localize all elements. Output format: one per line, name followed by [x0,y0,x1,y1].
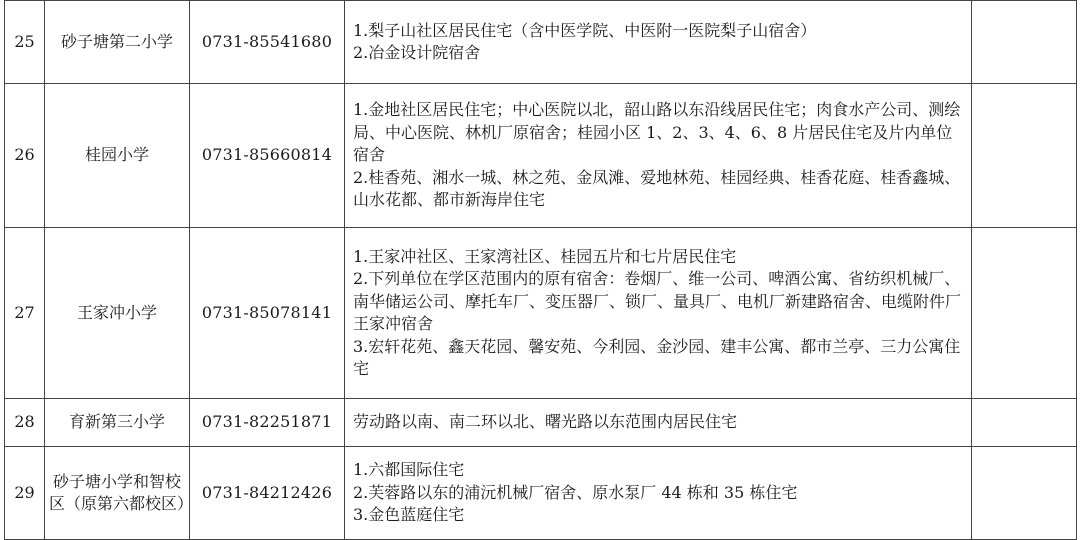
area-line: 3.宏轩花苑、鑫天花园、馨安苑、今利园、金沙园、建丰公寓、都市兰亭、三力公寓住宅 [353,336,961,378]
phone-number: 0731-82251871 [190,399,345,447]
district-area [345,228,972,399]
row-number: 29 [5,447,45,540]
row-number: 25 [5,1,45,84]
phone-number: 0731-85541680 [190,1,345,84]
school-name: 王家冲小学 [45,228,190,399]
table-row [5,447,1077,540]
table-row [5,84,1077,228]
area-line: 2.桂香苑、湘水一城、林之苑、金凤滩、爱地林苑、桂园经典、桂香花庭、桂香鑫城、山水花都、都市新海岸住宅 [353,167,961,210]
empty-cell [972,447,1077,540]
phone-number: 0731-85660814 [190,84,345,228]
phone-number: 0731-84212426 [190,447,345,540]
area-line: 2.冶金设计院宿舍 [353,43,481,62]
table-row [5,228,1077,399]
empty-cell [972,399,1077,447]
area-line: 2.下列单位在学区范围内的原有宿舍：卷烟厂、维一公司、啤酒公寓、省纺织机械厂、南华储运公司、摩托车厂、变压器厂、锁厂、量具厂、电机厂新建路宿舍、电缆附件厂王家冲宿舍 [353,269,962,333]
school-name: 砂子塘小学和智校区（原第六都校区） [45,447,190,540]
table-row [5,399,1077,447]
area-line: 3.金色蓝庭住宅 [353,505,465,525]
row-number: 27 [5,228,45,399]
area-line: 劳动路以南、南二环以北、曙光路以东范围内居民住宅 [353,412,738,432]
area-line: 2.芙蓉路以东的浦沅机械厂宿舍、原水泵厂 44 栋和 35 栋住宅 [353,482,798,502]
area-line: 1.六都国际住宅 [353,460,465,480]
area-line: 1.王家冲社区、王家湾社区、桂园五片和七片居民住宅 [353,246,737,266]
empty-cell [972,1,1077,84]
area-line: 1.金地社区居民住宅；中心医院以北，韶山路以东沿线居民住宅；肉食水产公司、测绘局、中心医院、林机厂原宿舍；桂园小区 1、2、3、4、6、8 片居民住宅及片内单位宿舍 [353,100,961,165]
district-area [345,399,972,447]
school-name: 桂园小学 [45,84,190,228]
table-row [5,1,1077,84]
school-district-table [4,0,1077,540]
school-name: 育新第三小学 [45,399,190,447]
district-area [345,84,972,228]
phone-number: 0731-85078141 [190,228,345,399]
area-line: 1.梨子山社区居民住宅（含中医学院、中医附一医院梨子山宿舍） [353,20,817,40]
district-area [345,447,972,540]
row-number: 28 [5,399,45,447]
empty-cell [972,84,1077,228]
school-name: 砂子塘第二小学 [45,1,190,84]
district-area [345,1,972,84]
row-number: 26 [5,84,45,228]
empty-cell [972,228,1077,399]
